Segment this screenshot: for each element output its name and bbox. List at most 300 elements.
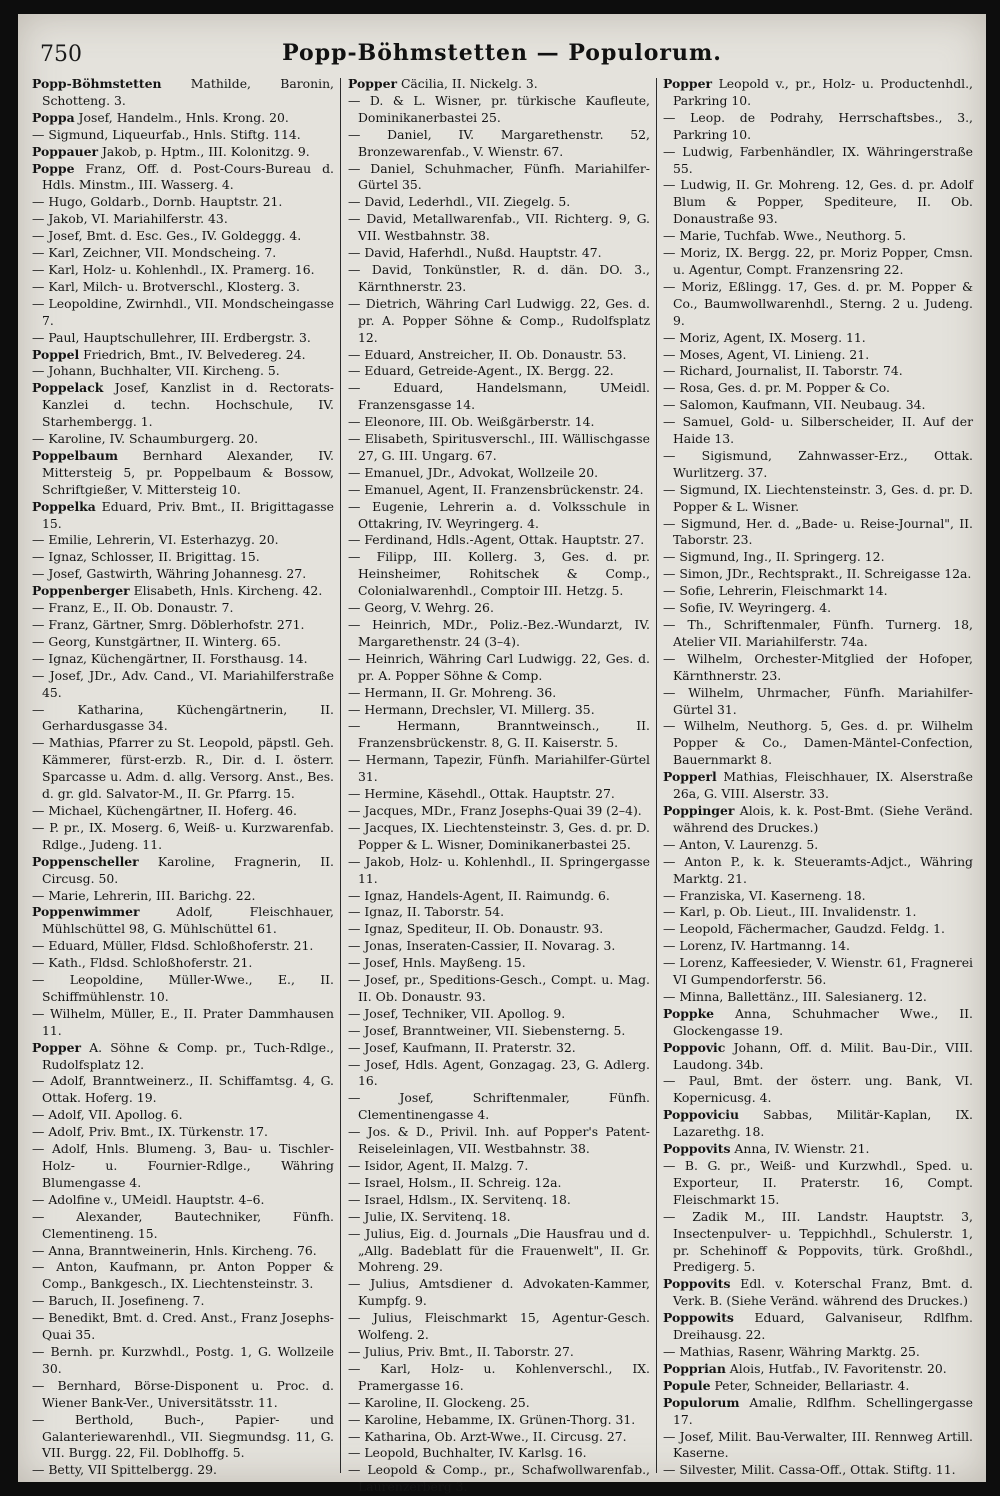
entry-text: — Josef, JDr., Adv. Cand., VI. Mariahilferstraße 45. — [32, 667, 334, 700]
entry-text: — Katharina, Ob. Arzt-Wwe., II. Circusg. 27. — [348, 1428, 627, 1444]
entry-text: — Mathias, Pfarrer zu St. Leopold, päpstl. Geh. Kämmerer, fürst-erzb. R., Dir. d. I. österr. Sparcasse u. Adm. d. allg. Versorg. Anst., Bes. d. gr. gld. Salvator-M., II. Gr. Pfarrg. 15. — [32, 735, 334, 802]
entry-text: — David, Haferhdl., Nußd. Hauptstr. 47. — [348, 245, 602, 261]
entry-text: Mathias, Fleischhauer, IX. Alserstraße 26a, G. VIII. Alserstr. 33. — [673, 769, 973, 802]
directory-entry — [663, 651, 973, 685]
directory-entry — [663, 989, 973, 1006]
entry-text: — Jakob, Holz- u. Kohlenhdl., II. Springergasse 11. — [348, 853, 650, 886]
directory-entry — [348, 600, 650, 617]
entry-text: — Josef, Gastwirth, Währing Johannesg. 27. — [32, 566, 307, 582]
directory-entry — [663, 803, 973, 837]
directory-entry — [32, 110, 334, 127]
entry-text: — Wilhelm, Orchester-Mitglied der Hofoper, Kärnthnerstr. 23. — [663, 650, 973, 683]
entry-text: — Josef, Bmt. d. Esc. Ges., IV. Goldeggg. 4. — [32, 228, 302, 244]
directory-entry — [348, 93, 650, 127]
entry-text: — Julius, Eig. d. Journals „Die Hausfrau und d. „Allg. Badeblatt für die Frauenwelt", II. Gr. Mohreng. 29. — [348, 1225, 650, 1275]
entry-text: — Leopold, Buchhalter, IV. Karlsg. 16. — [348, 1445, 587, 1461]
directory-entry — [32, 76, 334, 110]
directory-entry — [663, 1395, 973, 1429]
directory-entry — [32, 1412, 334, 1463]
column-divider — [340, 78, 341, 1473]
entry-text: — Moses, Agent, VI. Linieng. 21. — [663, 346, 870, 362]
directory-entry — [348, 1057, 650, 1091]
directory-entry — [32, 1259, 334, 1293]
entry-surname: Popper — [32, 1039, 81, 1055]
directory-entry — [348, 617, 650, 651]
entry-text: — Benedikt, Bmt. d. Cred. Anst., Franz Josephs-Quai 35. — [32, 1310, 334, 1343]
entry-text: — Silvester, Milit. Cassa-Off., Ottak. Stiftg. 11. — [663, 1462, 956, 1478]
entry-text: — Julie, IX. Servitenq. 18. — [348, 1208, 511, 1224]
directory-entry — [32, 583, 334, 600]
entry-text: — Emanuel, JDr., Advokat, Wollzeile 20. — [348, 464, 599, 480]
directory-entry — [348, 904, 650, 921]
directory-entry — [32, 651, 334, 668]
directory-entry — [348, 820, 650, 854]
directory-entry — [348, 651, 650, 685]
directory-entry — [348, 499, 650, 533]
entry-surname: Popule — [663, 1377, 711, 1393]
entry-text: — Moriz, IX. Bergg. 22, pr. Moriz Popper, Cmsn. u. Agentur, Compt. Franzensring 22. — [663, 245, 973, 277]
entry-text: Karoline, Fragnerin, II. Circusg. 50. — [42, 853, 334, 886]
directory-entry — [348, 1209, 650, 1226]
entry-text: — Jakob, VI. Mariahilferstr. 43. — [32, 211, 228, 227]
directory-entry — [663, 1310, 973, 1344]
entry-text: — Emilie, Lehrerin, VI. Esterhazyg. 20. — [32, 532, 279, 548]
directory-entry — [32, 1073, 334, 1107]
entry-text: — Bernhard, Börse-Disponent u. Proc. d. Wiener Bank-Ver., Universitätsstr. 11. — [32, 1377, 334, 1410]
entry-text: — Karoline, II. Glockeng. 25. — [348, 1394, 530, 1410]
entry-text: — Salomon, Kaufmann, VII. Neubaug. 34. — [663, 397, 926, 413]
entry-text: — Hermann, Drechsler, VI. Millerg. 35. — [348, 701, 595, 717]
directory-entry — [348, 296, 650, 347]
column-divider — [656, 78, 657, 1473]
entry-text: — Kath., Fldsd. Schloßhoferstr. 21. — [32, 955, 253, 971]
entry-text: — Moriz, Eßlingg. 17, Ges. d. pr. M. Popper & Co., Baumwollwarenhdl., Sterng. 2 u. Judeng. 9. — [663, 278, 973, 328]
directory-entry — [663, 1378, 973, 1395]
entry-text: — Ignaz, Küchengärtner, II. Forsthausg. 14. — [32, 650, 308, 666]
entry-text: Josef, Kanzlist in d. Rectorats-Kanzlei d. techn. Hochschule, IV. Starhembergg. 1. — [42, 380, 334, 430]
entry-text: — Hermine, Käsehdl., Ottak. Hauptstr. 27. — [348, 786, 615, 802]
entry-text: — Anna, Branntweinerin, Hnls. Kircheng. 76. — [32, 1242, 317, 1258]
entry-text: — Sigmund, Ing., II. Springerg. 12. — [663, 549, 885, 565]
entry-text: — Hugo, Goldarb., Dornb. Hauptstr. 21. — [32, 194, 283, 210]
entry-surname: Popperl — [663, 769, 717, 785]
entry-text: — Isidor, Agent, II. Malzg. 7. — [348, 1158, 529, 1173]
page-title: Popp-Böhmstetten — Populorum. — [282, 40, 722, 66]
directory-entry — [663, 448, 973, 482]
entry-text: — Julius, Amtsdiener d. Advokaten-Kammer, Kumpfg. 9. — [348, 1276, 650, 1309]
entry-text: — Karl, Holz- u. Kohlenhdl., IX. Pramerg. 16. — [32, 261, 315, 277]
directory-entry — [663, 600, 973, 617]
directory-entry — [348, 76, 650, 93]
directory-entry — [348, 482, 650, 499]
entry-surname: Poppauer — [32, 143, 99, 159]
directory-entry — [663, 904, 973, 921]
entry-text: — Josef, Schriftenmaler, Fünfh. Clementinengasse 4. — [348, 1090, 650, 1123]
directory-entry — [32, 1141, 334, 1192]
entry-text: — Israel, Hdlsm., IX. Servitenq. 18. — [348, 1191, 571, 1207]
directory-page — [18, 14, 986, 1495]
entry-text: Alois, Hutfab., IV. Favoritenstr. 20. — [725, 1360, 947, 1376]
directory-entry — [32, 532, 334, 549]
entry-text: — Ignaz, Handels-Agent, II. Raimundg. 6. — [348, 887, 610, 903]
entry-surname: Popprian — [663, 1360, 726, 1376]
directory-entry — [663, 1209, 973, 1277]
directory-entry — [348, 888, 650, 905]
directory-entry — [32, 127, 334, 144]
directory-entry — [348, 363, 650, 380]
entry-text: — Jacques, IX. Liechtensteinstr. 3, Ges. d. pr. D. Popper & L. Wisner, Dominikanerbastei 25. — [348, 819, 650, 852]
entry-text: — Moriz, Agent, IX. Moserg. 11. — [663, 329, 866, 345]
directory-entry — [348, 1310, 650, 1344]
entry-text: — Lorenz, IV. Hartmanng. 14. — [663, 938, 850, 954]
entry-surname: Poppovic — [663, 1039, 726, 1055]
entry-text: Jakob, p. Hptm., III. Kolonitzg. 9. — [98, 143, 310, 159]
entry-text: — Karoline, IV. Schaumburgerg. 20. — [32, 431, 259, 447]
entry-text: — Marie, Tuchfab. Wwe., Neuthorg. 5. — [663, 228, 907, 244]
entry-text: — Filipp, III. Kollerg. 3, Ges. d. pr. Heinsheimer, Rohitschek & Comp., Colonialwarenhdl., Comptoir III. Hetzg. 5. — [348, 549, 650, 599]
directory-entry — [348, 1395, 650, 1412]
directory-entry — [32, 1192, 334, 1209]
entry-text: — Marie, Lehrerin, III. Barichg. 22. — [32, 887, 256, 903]
entry-text: — Anton, Kaufmann, pr. Anton Popper & Comp., Bankgesch., IX. Liechtensteinstr. 3. — [32, 1259, 334, 1292]
entry-text: Cäcilia, II. Nickelg. 3. — [397, 76, 538, 91]
directory-entry — [32, 955, 334, 972]
directory-entry — [32, 1209, 334, 1243]
entry-text: Josef, Handelm., Hnls. Krong. 20. — [74, 109, 289, 125]
entry-text: — Mathias, Rasenr, Währing Marktg. 25. — [663, 1343, 920, 1359]
entry-text: — Josef, pr., Speditions-Gesch., Compt. u. Mag. II. Ob. Donaustr. 93. — [348, 972, 650, 1004]
entry-text: — Sigmund, IX. Liechtensteinstr. 3, Ges. d. pr. D. Popper & L. Wisner. — [663, 481, 973, 514]
directory-entry — [32, 888, 334, 905]
entry-text: — Sofie, IV. Weyringerg. 4. — [663, 600, 832, 616]
directory-entry — [348, 211, 650, 245]
directory-entry — [663, 76, 973, 110]
directory-entry — [663, 245, 973, 279]
directory-entry — [32, 854, 334, 888]
entry-text: — Bernh. pr. Kurzwhdl., Postg. 1, G. Wollzeile 30. — [32, 1343, 334, 1376]
directory-entry — [348, 803, 650, 820]
entry-text: — Richard, Journalist, II. Taborstr. 74. — [663, 363, 903, 379]
directory-entry — [32, 1462, 334, 1479]
entry-text: — Adolf, VII. Apollog. 6. — [32, 1107, 183, 1123]
entry-surname: Popper — [348, 76, 397, 91]
entry-text: Eduard, Priv. Bmt., II. Brigittagasse 15. — [42, 498, 334, 531]
directory-entry — [348, 465, 650, 482]
entry-text: — Josef, Hdls. Agent, Gonzagag. 23, G. Adlerg. 16. — [348, 1056, 650, 1089]
directory-entry — [348, 921, 650, 938]
directory-entry — [32, 549, 334, 566]
entry-text: Edl. v. Koterschal Franz, Bmt. d. Verk. B. (Siehe Veränd. während des Druckes.) — [673, 1276, 973, 1309]
entry-surname: Poppovits — [663, 1276, 731, 1292]
entry-text: — Leopold, Fächermacher, Gaudzd. Feldg. 1. — [663, 921, 945, 937]
entry-text: Peter, Schneider, Bellariastr. 4. — [710, 1377, 910, 1393]
directory-entry — [32, 330, 334, 347]
entry-text: — Wilhelm, Müller, E., II. Prater Dammhausen 11. — [32, 1005, 334, 1038]
entry-text: — Georg, Kunstgärtner, II. Winterg. 65. — [32, 633, 281, 649]
directory-entry — [663, 177, 973, 228]
entry-text: — Jos. & D., Privil. Inh. auf Popper's Patent-Reiseleinlagen, VII. Westbahnstr. 38. — [348, 1124, 650, 1157]
directory-entry — [32, 499, 334, 533]
entry-text: Anna, IV. Wienstr. 21. — [730, 1141, 870, 1157]
page-number: 750 — [40, 42, 82, 67]
directory-entry — [32, 211, 334, 228]
directory-entry — [663, 566, 973, 583]
directory-entry — [663, 516, 973, 550]
directory-entry — [32, 820, 334, 854]
entry-text: — Ferdinand, Hdls.-Agent, Ottak. Hauptstr. 27. — [348, 532, 645, 548]
entry-surname: Poppovits — [663, 1141, 731, 1157]
entry-text: — D. & L. Wisner, pr. türkische Kaufleute, Dominikanerbastei 25. — [348, 92, 650, 125]
entry-text: — David, Tonkünstler, R. d. dän. DO. 3., Kärnthnerstr. 23. — [348, 261, 650, 294]
directory-entry — [32, 1344, 334, 1378]
entry-text: — Josef, Kaufmann, II. Praterstr. 32. — [348, 1039, 576, 1055]
directory-entry — [348, 1192, 650, 1209]
directory-entry — [348, 1429, 650, 1446]
entry-text: — Karl, Milch- u. Brotverschl., Klosterg. 3. — [32, 278, 300, 294]
entry-text: — Wilhelm, Neuthorg. 5, Ges. d. pr. Wilhelm Popper & Co., Damen-Mäntel-Confection, Bauernmarkt 8. — [663, 718, 973, 768]
entry-text: — Israel, Holsm., II. Schreig. 12a. — [348, 1174, 562, 1190]
entry-text: — Eduard, Handelsmann, UMeidl. Franzensgasse 14. — [348, 380, 650, 413]
directory-entry — [663, 888, 973, 905]
entry-surname: Populorum — [663, 1394, 740, 1410]
entry-surname: Poppa — [32, 109, 75, 125]
directory-entry — [348, 718, 650, 752]
directory-entry — [663, 685, 973, 719]
entry-text: — Jacques, MDr., Franz Josephs-Quai 39 (2–4). — [348, 802, 642, 818]
entry-text: — Lorenz, Kaffeesieder, V. Wienstr. 61, Fragnerei VI Gumpendorferstr. 56. — [663, 955, 973, 988]
entry-text: — Adolf, Priv. Bmt., IX. Türkenstr. 17. — [32, 1124, 268, 1140]
entry-text: — Th., Schriftenmaler, Fünfh. Turnerg. 18, Atelier VII. Mariahilferstr. 74a. — [663, 617, 973, 649]
entry-surname: Poppelack — [32, 380, 104, 396]
entry-text: — Sofie, Lehrerin, Fleischmarkt 14. — [663, 583, 888, 599]
directory-entry — [32, 279, 334, 296]
entry-text: — Franziska, VI. Kaserneng. 18. — [663, 887, 866, 903]
directory-entry — [663, 1344, 973, 1361]
entry-text: — Eleonore, III. Ob. Weißgärberstr. 14. — [348, 414, 595, 430]
directory-entry — [348, 549, 650, 600]
directory-entry — [32, 1107, 334, 1124]
column-2 — [348, 76, 650, 1495]
entry-text: Mathilde, Baronin, Schotteng. 3. — [42, 76, 334, 108]
directory-entry — [32, 1040, 334, 1074]
entry-surname: Poppelka — [32, 498, 96, 514]
directory-entry — [663, 583, 973, 600]
entry-surname: Poppenscheller — [32, 853, 139, 869]
directory-entry — [348, 1462, 650, 1496]
directory-entry — [32, 161, 334, 195]
entry-text: — Minna, Ballettänz., III. Salesianerg. 12. — [663, 988, 927, 1004]
directory-entry — [663, 1040, 973, 1074]
entry-text: — Karoline, Hebamme, IX. Grünen-Thorg. 31. — [348, 1411, 636, 1427]
directory-entry — [348, 685, 650, 702]
directory-entry — [663, 938, 973, 955]
directory-entry — [32, 1378, 334, 1412]
directory-entry — [663, 144, 973, 178]
entry-text: — Karl, p. Ob. Lieut., III. Invalidenstr. 1. — [663, 904, 917, 920]
directory-entry — [663, 1361, 973, 1378]
directory-entry — [32, 245, 334, 262]
entry-text: — Wilhelm, Uhrmacher, Fünfh. Mariahilfer-Gürtel 31. — [663, 684, 973, 717]
directory-entry — [32, 617, 334, 634]
directory-entry — [32, 363, 334, 380]
entry-surname: Poppinger — [663, 802, 735, 818]
directory-entry — [348, 1124, 650, 1158]
entry-text: — Hermann, Branntweinsch., II. Franzensbrückenstr. 8, G. II. Kaiserstr. 5. — [348, 718, 650, 751]
directory-entry — [32, 972, 334, 1006]
directory-entry — [32, 668, 334, 702]
directory-entry — [348, 127, 650, 161]
directory-entry — [32, 228, 334, 245]
entry-text: — Eduard, Getreide-Agent., IX. Bergg. 22. — [348, 363, 614, 379]
directory-entry — [663, 347, 973, 364]
directory-entry — [348, 262, 650, 296]
entry-surname: Poppowits — [663, 1310, 734, 1326]
directory-entry — [32, 1310, 334, 1344]
entry-text: — Emanuel, Agent, II. Franzensbrückenstr. 24. — [348, 481, 644, 497]
directory-entry — [348, 1276, 650, 1310]
directory-entry — [348, 532, 650, 549]
directory-entry — [663, 549, 973, 566]
entry-text: — Leopold & Comp., pr., Schafwollwarenfab., Laurenzerberg 3. — [348, 1462, 650, 1495]
entry-surname: Poppel — [32, 346, 80, 362]
entry-text: Elisabeth, Hnls. Kircheng. 42. — [129, 583, 323, 599]
directory-entry — [348, 161, 650, 195]
directory-entry — [348, 1023, 650, 1040]
directory-entry — [348, 1158, 650, 1175]
entry-text: — Sigismund, Zahnwasser-Erz., Ottak. Wurlitzerg. 37. — [663, 447, 973, 480]
directory-entry — [32, 735, 334, 803]
entry-text: — Berthold, Buch-, Papier- und Galanteriewarenhdl., VII. Siegmundsg. 11, G. VII. Burgg. 22, Fil. Doblhoffg. 5. — [32, 1411, 334, 1461]
entry-text: — B. G. pr., Weiß- und Kurzwhdl., Sped. u. Exporteur, II. Praterstr. 16, Compt. Fleischmarkt 15. — [663, 1158, 973, 1207]
entry-text: — Simon, JDr., Rechtsprakt., II. Schreigasse 12a. — [663, 566, 972, 582]
directory-entry — [32, 1124, 334, 1141]
directory-entry — [348, 1090, 650, 1124]
entry-text: Amalie, Rdlfhm. Schellingergasse 17. — [673, 1394, 973, 1427]
entry-text: Franz, Off. d. Post-Cours-Bureau d. Hdls. Minstm., III. Wasserg. 4. — [42, 160, 334, 193]
column-1 — [32, 76, 334, 1476]
entry-text: — Josef, Hnls. Mayßeng. 15. — [348, 955, 526, 971]
directory-entry — [663, 397, 973, 414]
directory-entry — [348, 702, 650, 719]
entry-text: — Anton P., k. k. Steueramts-Adjct., Währing Marktg. 21. — [663, 853, 973, 886]
entry-surname: Popper — [663, 76, 712, 91]
entry-text: — Dietrich, Währing Carl Ludwigg. 22, Ges. d. pr. A. Popper Söhne & Comp., Rudolfsplatz 12. — [348, 295, 650, 345]
directory-entry — [32, 600, 334, 617]
entry-text: — Zadik M., III. Landstr. Hauptstr. 3, Insectenpulver- u. Teppichhdl., Schulerstr. 1, pr. Schehinoff & Poppovits, türk. Großhdl., Predigerg. 5. — [663, 1208, 973, 1275]
entry-text: Alois, k. k. Post-Bmt. (Siehe Veränd. während des Druckes.) — [673, 802, 973, 835]
entry-text: Adolf, Fleischhauer, Mühlschüttel 98, G. Mühlschüttel 61. — [42, 904, 334, 937]
entry-text: — Michael, Küchengärtner, II. Hoferg. 46. — [32, 802, 297, 818]
directory-entry — [32, 431, 334, 448]
directory-entry — [32, 380, 334, 431]
directory-entry — [348, 786, 650, 803]
directory-entry — [663, 718, 973, 769]
entry-text: — Adolf, Branntweinerz., II. Schiffamtsg. 4, G. Ottak. Hoferg. 19. — [32, 1073, 334, 1106]
directory-entry — [32, 144, 334, 161]
entry-text: — Leopoldine, Zwirnhdl., VII. Mondscheingasse 7. — [32, 295, 334, 328]
directory-entry — [32, 1006, 334, 1040]
entry-text: — Josef, Branntweiner, VII. Siebensterng. 5. — [348, 1022, 626, 1038]
directory-entry — [32, 262, 334, 279]
entry-text: — Paul, Bmt. der österr. ung. Bank, VI. Kopernicusg. 4. — [663, 1073, 973, 1106]
directory-entry — [663, 363, 973, 380]
entry-text: — Ludwig, Farbenhändler, IX. Währingerstraße 55. — [663, 143, 973, 176]
directory-entry — [663, 482, 973, 516]
entry-text: — Eduard, Müller, Fldsd. Schloßhoferstr. 21. — [32, 938, 314, 954]
entry-text: — Eduard, Anstreicher, II. Ob. Donaustr. 53. — [348, 346, 627, 362]
directory-entry — [348, 938, 650, 955]
directory-entry — [663, 330, 973, 347]
entry-text: — Karl, Zeichner, VII. Mondscheing. 7. — [32, 245, 277, 261]
directory-entry — [663, 617, 973, 651]
entry-text: — Sigmund, Liqueurfab., Hnls. Stiftg. 114. — [32, 126, 301, 142]
directory-entry — [32, 803, 334, 820]
directory-entry — [348, 854, 650, 888]
directory-entry — [348, 380, 650, 414]
entry-text: Eduard, Galvaniseur, Rdlfhm. Dreihausg. 22. — [673, 1310, 973, 1343]
directory-entry — [348, 1175, 650, 1192]
entry-text: — Leopoldine, Müller-Wwe., E., II. Schiffmühlenstr. 10. — [32, 972, 334, 1004]
directory-entry — [663, 769, 973, 803]
entry-surname: Popp-Böhmstetten — [32, 76, 162, 91]
directory-entry — [32, 194, 334, 211]
directory-entry — [32, 296, 334, 330]
entry-text: — Julius, Priv. Bmt., II. Taborstr. 27. — [348, 1343, 574, 1359]
entry-text: Anna, Schuhmacher Wwe., II. Glockengasse 19. — [673, 1005, 973, 1038]
entry-text: — Ignaz, Spediteur, II. Ob. Donaustr. 93. — [348, 921, 604, 937]
directory-entry — [32, 634, 334, 651]
directory-entry — [663, 854, 973, 888]
directory-entry — [32, 347, 334, 364]
entry-text: — Katharina, Küchengärtnerin, II. Gerhardusgasse 34. — [32, 701, 334, 734]
entry-text: — Adolf, Hnls. Blumeng. 3, Bau- u. Tischler-Holz- u. Fournier-Rdlge., Währing Blumengasse 4. — [32, 1141, 334, 1190]
directory-entry — [348, 752, 650, 786]
directory-entry — [663, 228, 973, 245]
entry-text: — Eugenie, Lehrerin a. d. Volksschule in Ottakring, IV. Weyringerg. 4. — [348, 498, 650, 531]
entry-text: — Ignaz, II. Taborstr. 54. — [348, 904, 505, 920]
entry-text: — Johann, Buchhalter, VII. Kircheng. 5. — [32, 363, 280, 379]
entry-text: — Daniel, IV. Margarethenstr. 52, Bronzewarenfab., V. Wienstr. 67. — [348, 126, 650, 159]
directory-entry — [32, 448, 334, 499]
directory-entry — [663, 1073, 973, 1107]
entry-surname: Poppenwimmer — [32, 904, 140, 920]
entry-text: — Alexander, Bautechniker, Fünfh. Clementineng. 15. — [32, 1208, 334, 1241]
entry-text: — Hermann, II. Gr. Mohreng. 36. — [348, 684, 557, 700]
directory-entry — [663, 1006, 973, 1040]
entry-text: — Anton, V. Laurenzg. 5. — [663, 836, 819, 852]
directory-entry — [663, 414, 973, 448]
directory-entry — [348, 972, 650, 1006]
entry-text: — Betty, VII Spittelbergg. 29. — [32, 1462, 217, 1478]
entry-text: — Julius, Fleischmarkt 15, Agentur-Gesch. Wolfeng. 2. — [348, 1310, 650, 1343]
directory-entry — [663, 1107, 973, 1141]
entry-text: — P. pr., IX. Moserg. 6, Weiß- u. Kurzwarenfab. Rdlge., Judeng. 11. — [32, 819, 334, 852]
entry-text: — Sigmund, Her. d. „Bade- u. Reise-Journal", II. Taborstr. 23. — [663, 515, 973, 548]
directory-entry — [32, 938, 334, 955]
entry-surname: Poppelbaum — [32, 447, 118, 463]
entry-surname: Poppe — [32, 160, 75, 176]
entry-text: — David, Lederhdl., VII. Ziegelg. 5. — [348, 194, 571, 210]
entry-text: — Jonas, Inseraten-Cassier, II. Novarag. 3. — [348, 938, 616, 954]
directory-entry — [663, 837, 973, 854]
directory-entry — [348, 431, 650, 465]
directory-entry — [32, 1293, 334, 1310]
entry-text: — Josef, Techniker, VII. Apollog. 9. — [348, 1005, 566, 1021]
entry-text: — Daniel, Schuhmacher, Fünfh. Mariahilfer-Gürtel 35. — [348, 160, 650, 193]
entry-text: Sabbas, Militär-Kaplan, IX. Lazarethg. 18. — [673, 1107, 973, 1140]
directory-entry — [348, 1445, 650, 1462]
directory-entry — [348, 194, 650, 211]
